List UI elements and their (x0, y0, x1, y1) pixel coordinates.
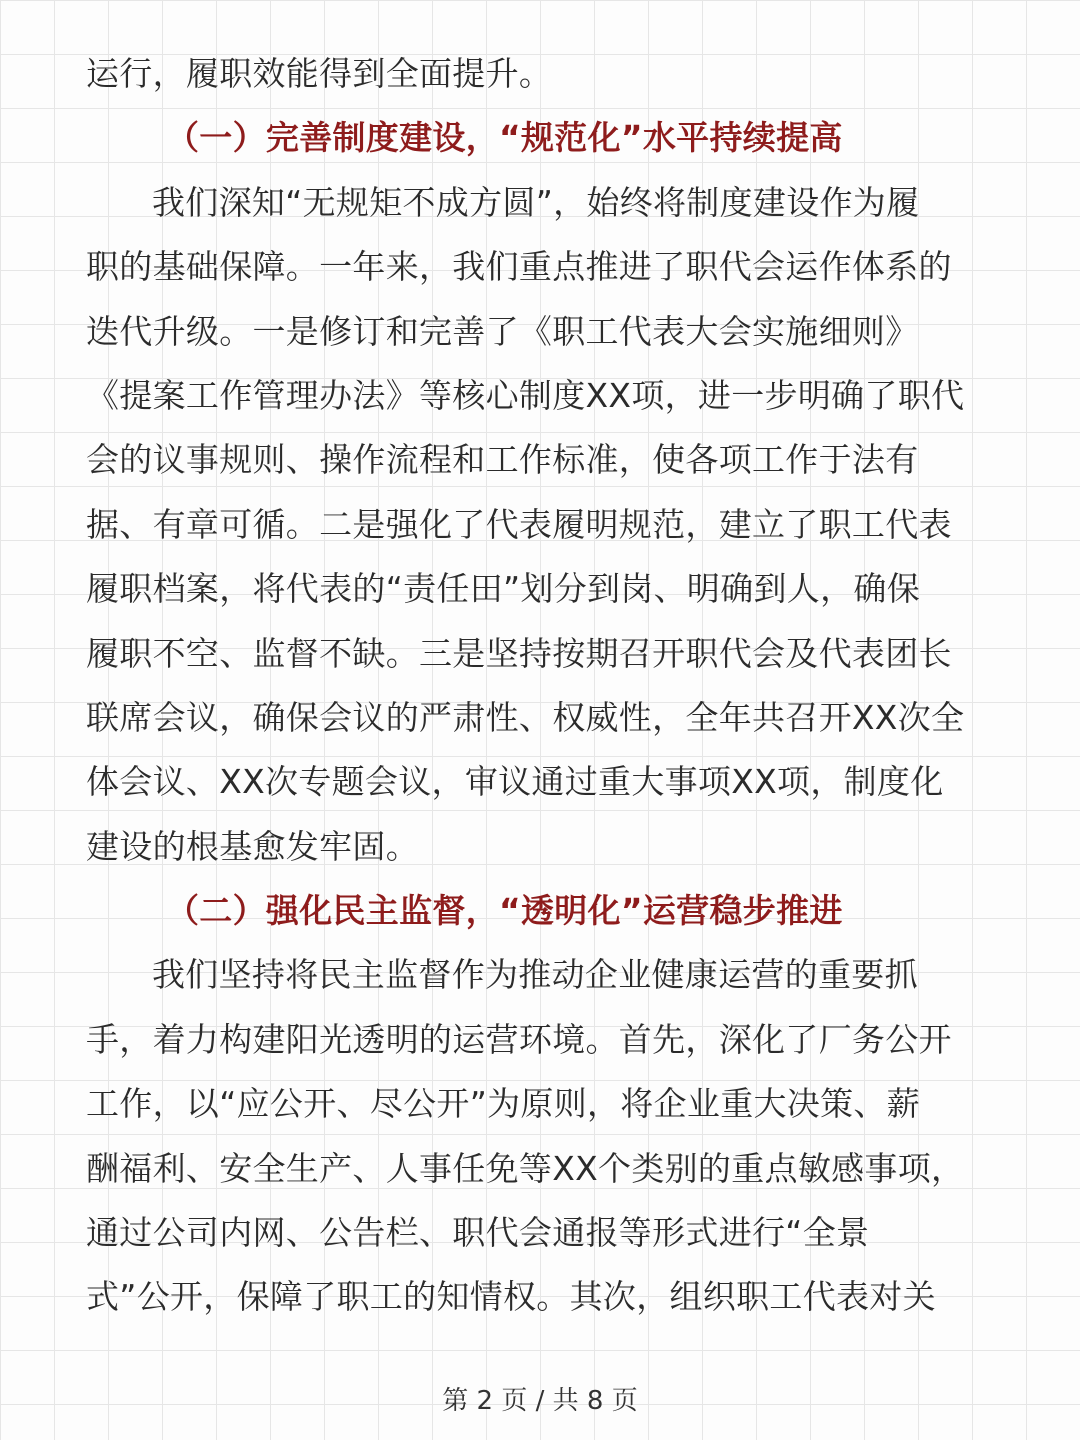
text-line: 迭代升级。一是修订和完善了《职工代表大会实施细则》 (86, 311, 919, 351)
section-heading-1: （一）完善制度建设，“规范化”水平持续提高 (166, 118, 843, 158)
text-line: 会的议事规则、操作流程和工作标准，使各项工作于法有 (86, 440, 919, 480)
page-number: 第 2 页 / 共 8 页 (442, 1386, 638, 1416)
text-line: 式”公开，保障了职工的知情权。其次，组织职工代表对关 (86, 1277, 936, 1317)
text-line: 履职档案，将代表的“责任田”划分到岗、明确到人，确保 (86, 569, 920, 609)
text-line: 职的基础保障。一年来，我们重点推进了职代会运作体系的 (86, 247, 952, 287)
paragraph-first-line: 我们深知“无规矩不成方圆”，始终将制度建设作为履 (152, 182, 920, 222)
text-line: 建设的根基愈发牢固。 (86, 826, 419, 866)
document-body (86, 42, 998, 1330)
text-line: 运行，履职效能得到全面提升。 (86, 54, 553, 93)
text-line: 酬福利、安全生产、人事任免等XX个类别的重点敏感事项， (86, 1148, 965, 1188)
paragraph-first-line: 我们坚持将民主监督作为推动企业健康运营的重要抓 (152, 955, 918, 995)
text-line: 据、有章可循。二是强化了代表履明规范，建立了职工代表 (86, 504, 952, 544)
text-line: 手，着力构建阳光透明的运营环境。首先，深化了厂务公开 (86, 1019, 952, 1059)
section-heading-2: （二）强化民主监督，“透明化”运营稳步推进 (166, 891, 843, 931)
text-line: 体会议、XX次专题会议，审议通过重大事项XX项，制度化 (86, 762, 944, 802)
text-line: 工作，以“应公开、尽公开”为原则，将企业重大决策、薪 (86, 1084, 920, 1124)
text-line: 通过公司内网、公告栏、职代会通报等形式进行“全景 (86, 1213, 870, 1253)
text-line: 履职不空、监督不缺。三是坚持按期召开职代会及代表团长 (86, 633, 952, 673)
text-line: 《提案工作管理办法》等核心制度XX项，进一步明确了职代 (86, 375, 965, 415)
text-line: 联席会议，确保会议的严肃性、权威性，全年共召开XX次全 (86, 697, 965, 737)
